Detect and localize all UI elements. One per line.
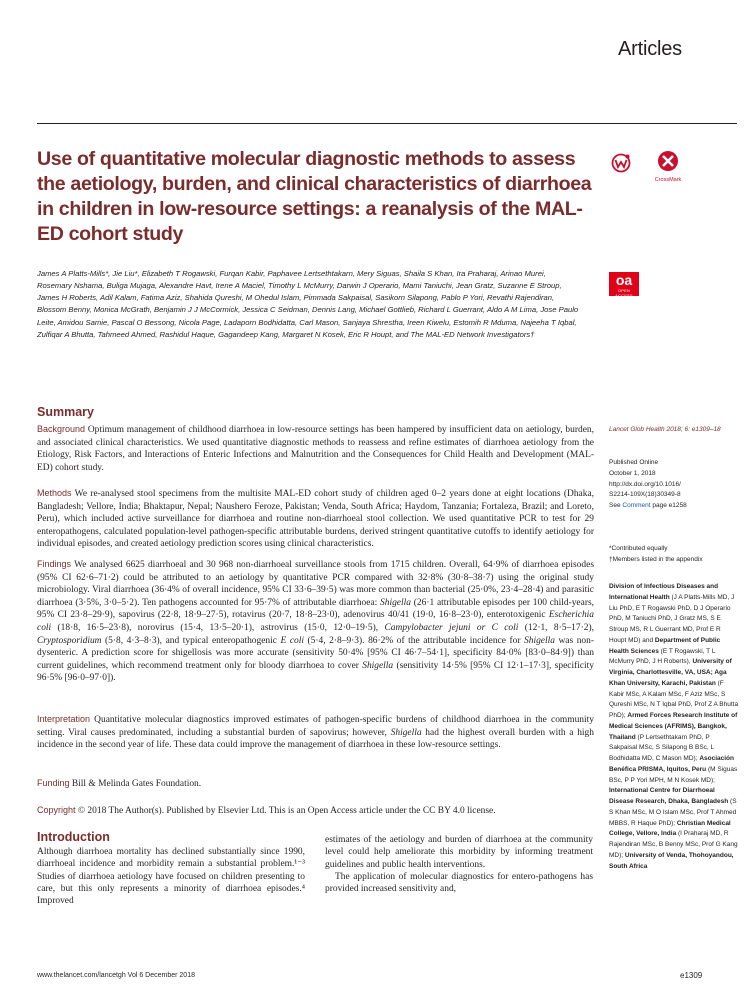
crossmark-label: CrossMark bbox=[654, 177, 682, 183]
affiliation-name: University of Venda, Thohoyandou, South Africa bbox=[609, 851, 734, 870]
findings-italic: Cryptosporidium bbox=[37, 635, 102, 646]
interpretation-text: Quantitative molecular diagnostics improved estimates of pathogen-specific burdens of childhood diarrhoea in the community setting. Viral causes predominated, including a substantial burden of sapovirus; however, bbox=[37, 715, 594, 738]
affiliation-name: University of Virginia, Charlottesville, VA, USA; Aga Khan University, Karachi, Pakistan bbox=[609, 658, 732, 687]
abstract-funding bbox=[37, 777, 594, 791]
article-title: Use of quantitative molecular diagnostic methods to assess the aetiology, burden, and clinical characteristics of diarrhoea in children in low-resource settings: a reanalysis of the MAL-ED cohort study bbox=[37, 148, 592, 245]
see-comment bbox=[609, 501, 739, 512]
affiliation-name: International Centre for Diarrhoeal Disease Research, Dhaka, Bangladesh bbox=[609, 787, 729, 805]
author-list: James A Platts-Mills*, Jie Liu*, Elizabeth T Rogawski, Furqan Kabir, Paphavee Lertsethtakarn, Mery Siguas, Shaila S Khan, Ira Praharaj, Arinao Murei, Rosemary Nshama, Buliga Mujaga, Alexandre Havt, Irene A Maciel, Timothy L McMurry, Darwin J Operario, Mami Taniuchi, Jean Gratz, Suzanne E Stroup, James H Roberts, Adil Kalam, Fatima Aziz, Shahida Qureshi, M Ohedul Islam, Pimmada Sakpaisal, Sasikorn Silapong, Pablo P Yori, Revathi Rajendiran, Blossom Benny, Monica McGrath, Benjamin J J McCormick, Jessica C Seidman, Dennis Lang, Michael Gottlieb, Richard L Guerrant, Aldo A M Lima, Jose Paulo Leite, Amidou Samie, Pascal O Bessong, Nicola Page, Ladaporn Bodhidatta, Carl Mason, Sanjaya Shrestha, Ireen Kiwelu, Estomih R Mduma, Najeeha T Iqbal, Zulfiqar A Bhutta, Tahmeed Ahmed, Rashidul Haque, Gagandeep Kang, Margaret N Kosek, Eric R Houpt, and The MAL-ED Network Investigators† bbox=[37, 269, 579, 339]
abstract-methods bbox=[37, 487, 594, 551]
affiliation-people: (E T Rogawski, T L McMurry PhD, J H Roberts), bbox=[609, 647, 716, 666]
findings-italic: Shigella bbox=[524, 635, 555, 646]
published-online-label: Published Online bbox=[609, 459, 659, 466]
findings-text: (sensitivity 14·5% [95% CI 12·1–17·3], specificity 96·5% [96·0–97·0]). bbox=[37, 660, 594, 684]
journal-citation: Lancet Glob Health 2018; 6: e1309–18 bbox=[609, 426, 721, 433]
findings-text: (26·1 attributable episodes per 100 child-years, 95% CI 23·8–29·9), sapovirus (22·8, 18·9–27·5), rotavirus (20·7, 18·8–23·0), adenovirus 40/41 (19·0, 16·8–23·0), enterotoxigenic bbox=[37, 597, 594, 621]
affiliation-name: Christian Medical College, Vellore, India bbox=[609, 819, 731, 838]
introduction-paragraph: The application of molecular diagnostics for entero-pathogens has provided increased sensitivity and, bbox=[325, 872, 593, 895]
page-number: e1309 bbox=[680, 971, 703, 980]
affiliation-name: Department of Public Health Sciences bbox=[609, 636, 721, 655]
abstract-copyright bbox=[37, 804, 594, 818]
background-text: Optimum management of childhood diarrhoea in low-resource settings has been hampered by insufficient data on aetiology, burden, and associated clinical characteristics. We used quantitative diagnostic methods to reassess and refine estimates of diarrhoea aetiology from the Etiology, Risk Factors, and Interactions of Enteric Infections and Malnutrition and the Consequences for Child Health and Development (MAL-ED) cohort study. bbox=[37, 425, 594, 473]
affiliation-people: (M Siguas BSc, P P Yori MPH, M N Kosek MD); bbox=[609, 765, 738, 784]
copyright-text: © 2018 The Author(s). Published by Elsevier Ltd. This is an Open Access article under the CC BY 4.0 license. bbox=[75, 806, 496, 816]
see-prefix: See bbox=[609, 502, 623, 509]
oa-badge-subtext: OPEN ACCESS bbox=[615, 288, 633, 298]
copyright-label: Copyright bbox=[37, 805, 76, 815]
affiliation-people: (F Kabir MSc, A Kalam MSc, F Aziz MSc, S Qureshi MSc, N T Iqbal PhD, Prof Z A Bhutta PhD); bbox=[609, 679, 739, 719]
findings-italic: Escherichia coli bbox=[37, 610, 594, 633]
findings-text: (18·8, 16·5–23·8), norovirus (15·4, 13·5–20·1), astrovirus (15·0, 12·0–19·5), bbox=[51, 622, 385, 633]
findings-text: (5·8, 4·3–8·3), and typical enteropathogenic bbox=[101, 635, 281, 646]
open-access-badge bbox=[609, 272, 639, 296]
contribution-notes bbox=[609, 544, 739, 566]
investigators-note: †Members listed in the appendix bbox=[609, 555, 703, 563]
findings-italic: E coli bbox=[280, 635, 304, 646]
findings-text: (5·4, 2·8–9·3). 86·2% of the attributable incidence for bbox=[303, 635, 525, 646]
findings-text: (12·1, 8·5–17·2), bbox=[518, 622, 594, 633]
affiliation-people: (J A Platts-Mills MD, J Liu PhD, E T Rogawski PhD, D J Operario PhD, M Taniuchi PhD, J Gratz MS, S E Stroup MS, R L Guerrant MD, Prof E R Houpt MD) and bbox=[609, 593, 735, 644]
funding-label: Funding bbox=[37, 778, 70, 788]
findings-italic: Shigella bbox=[380, 597, 411, 608]
abstract-interpretation bbox=[37, 713, 594, 752]
methods-label: Methods bbox=[37, 488, 72, 498]
footer-journal-info: www.thelancet.com/lancetgh Vol 6 December 2018 bbox=[37, 972, 195, 979]
findings-text: was non-dysenteric. A prediction score for shigellosis was more accurate (sensitivity 50·4% [95% CI 46·7–54·1], specificity 84·0% [83·0–84·9]) than current guidelines, which recommend treatment only for bloody diarrhoea to cover bbox=[37, 635, 595, 671]
summary-heading: Summary bbox=[37, 405, 94, 419]
open-access-w-icon[interactable] bbox=[611, 153, 631, 173]
affiliation-people: (I Praharaj MD, R Rajendiran MSc, B Benny MSc, Prof G Kang MD); bbox=[609, 830, 738, 859]
findings-label: Findings bbox=[37, 559, 72, 569]
published-date: October 1, 2018 bbox=[609, 469, 656, 477]
comment-link[interactable]: Comment bbox=[622, 502, 651, 509]
findings-text: We analysed 6625 diarrhoeal and 30 968 non-diarrhoeal surveillance stools from 1715 children. Overall, 64·9% of diarrhoea episodes (95% CI 62·6–71·2) could be attributed to an aetiology by quantitative PCR compared with 32·8% (30·8–38·7) using the original study microbiology. Viral diarrhoea (36·4% of overall incidence, 95% CI 33·6–39·5) was more common than bacterial (25·0%, 23·4–28·4) and parasitic diarrhoea (3·5%, 3·0–5·2). Ten pathogens accounted for 95·7% of attributable diarrhoea: bbox=[37, 560, 594, 608]
methods-text: We re-analysed stool specimens from the multisite MAL-ED cohort study of children aged 0–2 years done at eight locations (Dhaka, Bangladesh; Vellore, India; Bhaktapur, Nepal; Naushero Feroze, Pakistan; Venda, South Africa; Haydom, Tanzania; Fortaleza, Brazil; and Loreto, Peru), which included active surveillance for diarrhoea and routine non-diarrhoeal stool collection. We used quantitative PCR to test for 29 enteropathogens, calculated population-level pathogen-specific attributable burdens, derived stringent quantitative cutoffs to identify aetiology for individual episodes, and created aetiology prediction scores using clinical characteristics. bbox=[37, 489, 594, 550]
header-divider bbox=[37, 123, 737, 124]
funding-text: Bill & Melinda Gates Foundation. bbox=[69, 779, 202, 789]
affiliation-people: (S S Khan MSc, M O Islam MSc, Prof T Ahmed MBBS, R Haque PhD); bbox=[609, 798, 737, 827]
see-suffix: page e1258 bbox=[650, 502, 687, 509]
affiliation-name: Armed Forces Research Institute of Medical Sciences (AFRIMS), Bangkok, Thailand bbox=[609, 712, 738, 741]
interpretation-label: Interpretation bbox=[37, 714, 91, 724]
section-title: Articles bbox=[618, 38, 682, 60]
interpretation-text: had the highest overall burden with a high incidence in the second year of life. These data could improve the management of diarrhoea in these low-resource settings. bbox=[37, 727, 594, 751]
introduction-heading: Introduction bbox=[37, 830, 110, 844]
affiliations bbox=[609, 582, 739, 872]
findings-italic: Shigella bbox=[362, 660, 394, 671]
abstract-background bbox=[37, 423, 594, 474]
introduction-left-column: Although diarrhoea mortality has declined substantially since 1990, diarrhoeal incidence and morbidity remain a substantial problem.¹⁻³ Studies of diarrhoea aetiology have focused on children presenting to care, but this only represents a minority of diarrhoea episodes.⁴ Improved bbox=[37, 847, 305, 907]
introduction-paragraph: estimates of the aetiology and burden of diarrhoea at the community level could help ameliorate this morbidity by informing treatment guidelines and public health interventions. bbox=[325, 835, 593, 870]
affiliation-people: (P Lertsethtakarn PhD, P Sakpaisal MSc, S Silapong B BSc, L Bodhidatta MD, C Mason MD); bbox=[609, 733, 714, 762]
background-label: Background bbox=[37, 424, 86, 434]
findings-italic: Campylobacter jejuni or C coli bbox=[384, 622, 519, 633]
affiliation-name: Asociación Benéfica PRISMA, Iquitos, Peru bbox=[609, 755, 734, 773]
abstract-findings bbox=[37, 558, 594, 685]
contributed-equally-note: *Contributed equally bbox=[609, 545, 668, 552]
interpretation-italic: Shigella bbox=[390, 727, 422, 738]
doi-link[interactable]: http://dx.doi.org/10.1016/ bbox=[609, 480, 681, 488]
oa-badge-text: oa bbox=[615, 272, 633, 288]
affiliation-name: Division of Infectious Diseases and International Health bbox=[609, 583, 719, 601]
publication-info bbox=[609, 458, 739, 512]
introduction-right-column bbox=[325, 834, 593, 896]
doi-id[interactable]: S2214-109X(18)30349-8 bbox=[609, 491, 681, 499]
crossmark-icon[interactable] bbox=[654, 150, 682, 182]
